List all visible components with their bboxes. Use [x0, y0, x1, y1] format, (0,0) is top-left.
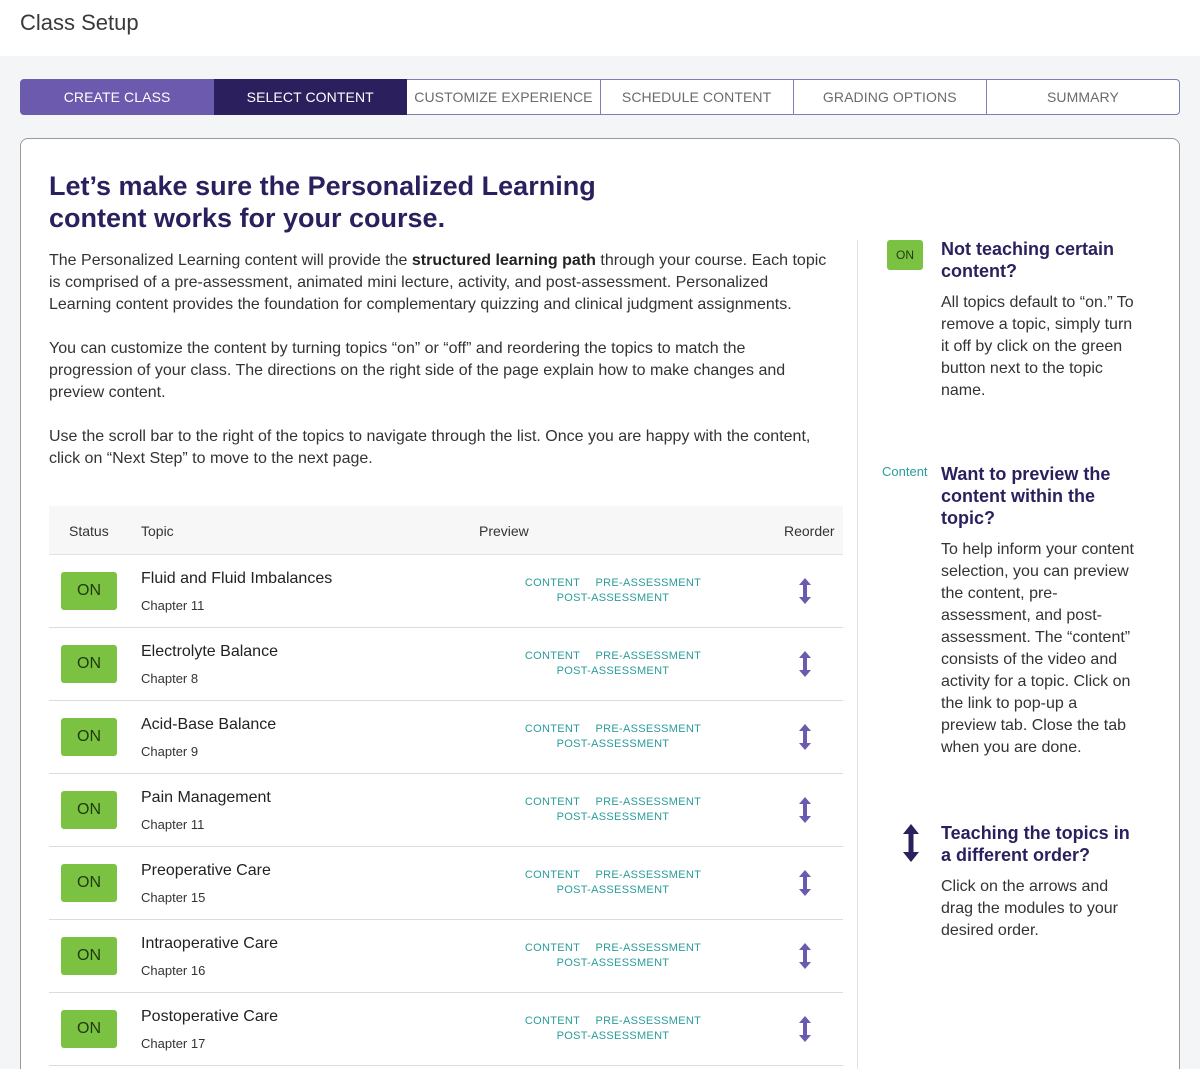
- preview-pre-assessment-link[interactable]: PRE-ASSESSMENT: [595, 1015, 702, 1027]
- topic-name: Pain Management: [141, 789, 271, 806]
- preview-pre-assessment-link[interactable]: PRE-ASSESSMENT: [595, 723, 702, 735]
- topic-name: Postoperative Care: [141, 1008, 278, 1025]
- table-header: [49, 506, 843, 555]
- preview-pre-assessment-link[interactable]: PRE-ASSESSMENT: [595, 942, 702, 954]
- topic-name: Acid-Base Balance: [141, 716, 277, 733]
- intro-paragraph-3: Use the scroll bar to the right of the topics to navigate through the list. Once you are happy with the content, click on “Next Step” to move to the next page.: [49, 428, 811, 467]
- reorder-handle-icon[interactable]: [797, 650, 813, 678]
- content-panel: [20, 138, 1180, 1069]
- step-schedule-content[interactable]: SCHEDULE CONTENT: [601, 79, 794, 115]
- preview-pre-assessment-link[interactable]: PRE-ASSESSMENT: [595, 869, 702, 881]
- table-row: [49, 920, 843, 993]
- sample-content-link: Content: [882, 464, 928, 479]
- status-toggle[interactable]: ON: [61, 718, 117, 756]
- on-toggle-icon: ON: [887, 240, 923, 270]
- page-title: Class Setup: [20, 10, 139, 35]
- reorder-handle-icon[interactable]: [797, 723, 813, 751]
- preview-pre-assessment-link[interactable]: PRE-ASSESSMENT: [595, 796, 702, 808]
- intro-text: [49, 250, 829, 492]
- table-body: [49, 555, 843, 1066]
- status-toggle[interactable]: ON: [61, 572, 117, 610]
- preview-links: [469, 649, 757, 679]
- reorder-handle-icon[interactable]: [797, 942, 813, 970]
- topic-name: Intraoperative Care: [141, 935, 278, 952]
- preview-links: [469, 941, 757, 971]
- status-toggle[interactable]: ON: [61, 864, 117, 902]
- topics-table: [49, 506, 843, 1066]
- intro-p1-bold: structured learning path: [411, 252, 596, 269]
- preview-post-assessment-link[interactable]: POST-ASSESSMENT: [556, 592, 670, 604]
- preview-content-link[interactable]: CONTENT: [524, 869, 581, 881]
- help-section-preview: [941, 463, 1136, 759]
- preview-post-assessment-link[interactable]: POST-ASSESSMENT: [556, 665, 670, 677]
- table-row: [49, 701, 843, 774]
- step-select-content[interactable]: SELECT CONTENT: [214, 79, 407, 115]
- help-title-toggle: Not teaching certain content?: [941, 239, 1115, 281]
- help-title-reorder: Teaching the topics in a different order?: [941, 823, 1130, 865]
- table-row: [49, 847, 843, 920]
- preview-pre-assessment-link[interactable]: PRE-ASSESSMENT: [595, 650, 702, 662]
- preview-links: [469, 795, 757, 825]
- table-row: [49, 628, 843, 701]
- help-body-preview: To help inform your content selection, you can preview the content, pre-assessment, and post-assessment. The “content” consists of the video and activity for a topic. Click on the link to pop-up a preview tab. Close the tab when you are done.: [941, 541, 1134, 756]
- preview-content-link[interactable]: CONTENT: [524, 1015, 581, 1027]
- topic-chapter: Chapter 11: [141, 598, 205, 613]
- status-toggle[interactable]: ON: [61, 937, 117, 975]
- topic-chapter: Chapter 8: [141, 671, 199, 686]
- reorder-arrow-icon: [901, 823, 921, 863]
- header-preview: Preview: [479, 523, 529, 539]
- preview-links: [469, 722, 757, 752]
- help-section-reorder: [941, 822, 1136, 942]
- intro-p1-start: The Personalized Learning content will provide the: [49, 252, 412, 269]
- preview-post-assessment-link[interactable]: POST-ASSESSMENT: [556, 811, 670, 823]
- step-customize-experience[interactable]: CUSTOMIZE EXPERIENCE: [407, 79, 600, 115]
- header-reorder: Reorder: [784, 523, 835, 539]
- top-bar: [0, 0, 1200, 56]
- topic-name: Electrolyte Balance: [141, 643, 278, 660]
- preview-content-link[interactable]: CONTENT: [524, 650, 581, 662]
- preview-links: [469, 576, 757, 606]
- table-row: [49, 555, 843, 628]
- preview-content-link[interactable]: CONTENT: [524, 942, 581, 954]
- intro-paragraph-2: You can customize the content by turning topics “on” or “off” and reordering the topics to match the progression of your class. The directions on the right side of the page explain how to make changes and preview content.: [49, 340, 786, 401]
- help-body-toggle: All topics default to “on.” To remove a topic, simply turn it off by click on the green button next to the topic name.: [941, 294, 1134, 399]
- header-status: Status: [69, 523, 109, 539]
- reorder-handle-icon[interactable]: [797, 1015, 813, 1043]
- header-topic: Topic: [141, 523, 174, 539]
- topic-chapter: Chapter 17: [141, 1036, 206, 1051]
- status-toggle[interactable]: ON: [61, 1010, 117, 1048]
- reorder-handle-icon[interactable]: [797, 869, 813, 897]
- help-title-preview: Want to preview the content within the topic?: [941, 464, 1111, 528]
- help-body-reorder: Click on the arrows and drag the modules to your desired order.: [941, 878, 1118, 939]
- step-create-class[interactable]: CREATE CLASS: [20, 79, 214, 115]
- status-toggle[interactable]: ON: [61, 791, 117, 829]
- table-row: [49, 993, 843, 1066]
- preview-links: [469, 868, 757, 898]
- sidebar-divider: [857, 240, 858, 1069]
- topic-name: Fluid and Fluid Imbalances: [141, 570, 333, 587]
- main-headline: Let’s make sure the Personalized Learning content works for your course.: [49, 171, 596, 233]
- step-grading-options[interactable]: GRADING OPTIONS: [794, 79, 987, 115]
- step-summary[interactable]: SUMMARY: [987, 79, 1180, 115]
- reorder-handle-icon[interactable]: [797, 577, 813, 605]
- preview-content-link[interactable]: CONTENT: [524, 796, 581, 808]
- preview-post-assessment-link[interactable]: POST-ASSESSMENT: [556, 738, 670, 750]
- topic-name: Preoperative Care: [141, 862, 271, 879]
- topic-chapter: Chapter 16: [141, 963, 206, 978]
- topic-chapter: Chapter 11: [141, 817, 205, 832]
- intro-paragraph-1: [49, 250, 829, 316]
- status-toggle[interactable]: ON: [61, 645, 117, 683]
- preview-post-assessment-link[interactable]: POST-ASSESSMENT: [556, 957, 670, 969]
- preview-content-link[interactable]: CONTENT: [524, 723, 581, 735]
- preview-content-link[interactable]: CONTENT: [524, 577, 581, 589]
- preview-post-assessment-link[interactable]: POST-ASSESSMENT: [556, 1030, 670, 1042]
- topic-chapter: Chapter 15: [141, 890, 206, 905]
- help-section-toggle: [941, 238, 1136, 402]
- setup-steps: [20, 79, 1180, 115]
- topic-chapter: Chapter 9: [141, 744, 199, 759]
- preview-pre-assessment-link[interactable]: PRE-ASSESSMENT: [595, 577, 702, 589]
- table-row: [49, 774, 843, 847]
- preview-post-assessment-link[interactable]: POST-ASSESSMENT: [556, 884, 670, 896]
- preview-links: [469, 1014, 757, 1044]
- intro-p1-end: through your course. Each topic is comprised of a pre-assessment, animated mini lecture, activity, and post-assessment. Personalized Learning content provides the foundation for complementary quizzing and clinical judgment assignments.: [49, 252, 827, 313]
- reorder-handle-icon[interactable]: [797, 796, 813, 824]
